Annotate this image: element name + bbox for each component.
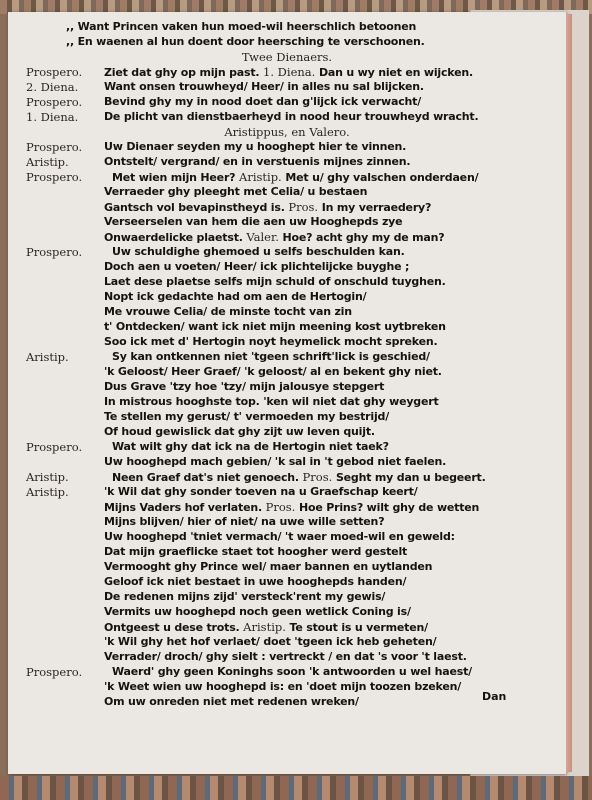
- speaker-name: Prospero.: [26, 170, 83, 184]
- verse-text: [104, 305, 352, 318]
- text-line: [8, 515, 566, 530]
- verse-text: [104, 410, 389, 423]
- verse-segment: Geloof ick niet bestaet in uwe hooghepds handen/: [104, 575, 407, 588]
- verse-text: [112, 170, 478, 184]
- verse-text: [66, 35, 425, 48]
- verse-segment: Verraeder ghy pleeght met Celia/ u bestaen: [104, 185, 368, 198]
- text-line: [8, 260, 566, 275]
- text-line: [8, 80, 566, 95]
- verse-segment: In my verraedery?: [321, 201, 432, 214]
- verse-segment: Vermits uw hooghepd noch geen wetlick Coning is/: [104, 605, 411, 618]
- verse-text: [66, 20, 416, 33]
- verse-text: [104, 425, 375, 438]
- marbled-cover-bottom: [0, 776, 592, 800]
- inline-speaker: Pros.: [261, 500, 299, 514]
- speaker-name: Prospero.: [26, 440, 83, 454]
- verse-segment: Mijns blijven/ hier of niet/ na uwe wille setten?: [104, 515, 385, 528]
- verse-text: [104, 545, 407, 558]
- verse-segment: Ontstelt/ vergrand/ en in verstuenis mijnes zinnen.: [104, 155, 411, 168]
- verse-segment: Uw schuldighe ghemoed u selfs beschulden kan.: [112, 245, 405, 258]
- verse-text: [104, 200, 431, 214]
- verse-segment: De plicht van dienstbaerheyd in nood heur trouwheyd wracht.: [104, 110, 479, 123]
- catchword: Dan: [482, 690, 507, 703]
- verse-segment: Verseerselen van hem die aen uw Hooghepds zye: [104, 215, 403, 228]
- verse-segment: 'k Wil ghy het hof verlaet/ doet 'tgeen ick heb geheten/: [104, 635, 437, 648]
- verse-segment: Laet dese plaetse selfs mijn schuld of onschuld tuyghen.: [104, 275, 446, 288]
- scene-heading: [8, 125, 566, 139]
- text-line: [8, 470, 566, 485]
- verse-text: [104, 80, 424, 93]
- text-line: [8, 50, 566, 65]
- verse-segment: Neen Graef dat's niet genoech.: [112, 471, 299, 484]
- verse-segment: Dat mijn graeflicke staet tot hoogher werd gestelt: [104, 545, 408, 558]
- text-line: [8, 575, 566, 590]
- verse-text: [104, 485, 418, 498]
- verse-segment: Te stout is u vermeten/: [289, 621, 428, 634]
- page-edge: [566, 14, 572, 772]
- verse-segment: Nopt ick gedachte had om aen de Hertogin/: [104, 290, 367, 303]
- verse-text: [112, 245, 405, 258]
- verse-text: [112, 440, 389, 453]
- verse-text: [104, 65, 473, 79]
- text-line: [8, 35, 566, 50]
- text-line: [8, 200, 566, 215]
- text-line: [8, 275, 566, 290]
- speaker-name: Aristip.: [26, 155, 69, 169]
- verse-segment: 'k Geloost/ Heer Graef/ 'k geloost/ al en bekent ghy niet.: [104, 365, 442, 378]
- text-line: [8, 170, 566, 185]
- speaker-name: Aristip.: [26, 350, 69, 364]
- verse-segment: Met wien mijn Heer?: [112, 171, 236, 184]
- text-line: [8, 380, 566, 395]
- verse-text: [112, 665, 472, 678]
- verse-text: [104, 275, 446, 288]
- verse-segment: Mijns Vaders hof verlaten.: [104, 501, 262, 514]
- speaker-name: Aristip.: [26, 485, 69, 499]
- verse-text: [104, 680, 461, 693]
- inline-speaker: Aristip.: [235, 170, 286, 184]
- verse-segment: Uw Dienaer seyden my u hooghept hier te vinnen.: [104, 140, 407, 153]
- text-line: [8, 650, 566, 665]
- verse-segment: In mistrous hooghste top. 'ken wil niet dat ghy weygert: [104, 395, 439, 408]
- inline-speaker: Aristip.: [239, 620, 290, 634]
- text-line: [8, 605, 566, 620]
- verse-segment: ,, En waenen al hun doent door heersching te verschoonen.: [66, 35, 425, 48]
- verse-text: [104, 320, 446, 333]
- verse-text: [104, 215, 402, 228]
- verse-segment: Waerd' ghy geen Koninghs soon 'k antwoorden u wel haest/: [112, 665, 472, 678]
- text-line: [8, 140, 566, 155]
- speaker-name: 1. Diena.: [26, 110, 79, 124]
- verse-text: [104, 95, 421, 108]
- text-line: [8, 110, 566, 125]
- verse-segment: Ontgeest u dese trots.: [104, 621, 240, 634]
- verse-segment: Dan u wy niet en wijcken.: [318, 66, 473, 79]
- verse-segment: Hoe? acht ghy my de man?: [282, 231, 445, 244]
- verse-text: [104, 530, 455, 543]
- verse-segment: Te stellen my gerust/ t' vermoeden my bestrijd/: [104, 410, 390, 423]
- speaker-name: Prospero.: [26, 95, 83, 109]
- verse-text: [104, 380, 384, 393]
- verse-segment: Uw hooghepd 'tniet vermach/ 't waer moed-wil en geweld:: [104, 530, 455, 543]
- verse-segment: Of houd gewislick dat ghy zijt uw leven quijt.: [104, 425, 375, 438]
- verse-text: [104, 575, 406, 588]
- verse-segment: Soo ick met d' Hertogin noyt heymelick mocht spreken.: [104, 335, 438, 348]
- text-line: [8, 665, 566, 680]
- verse-segment: Twee Dienaers.: [241, 50, 333, 64]
- text-line: [8, 245, 566, 260]
- speaker-name: Prospero.: [26, 140, 83, 154]
- verse-segment: Verrader/ droch/ ghy sielt : vertreckt / en dat 's voor 't laest.: [104, 650, 467, 663]
- text-line: [8, 365, 566, 380]
- inline-speaker: Valer.: [242, 230, 283, 244]
- verse-segment: Wat wilt ghy dat ick na de Hertogin niet taek?: [112, 440, 389, 453]
- text-line: [8, 395, 566, 410]
- speaker-name: Prospero.: [26, 65, 83, 79]
- text-line: [8, 500, 566, 515]
- verse-text: [104, 620, 428, 634]
- verse-segment: Want onsen trouwheyd/ Heer/ in alles nu sal blijcken.: [104, 80, 424, 93]
- verse-text: [104, 515, 384, 528]
- verse-segment: Uw hooghepd mach gebien/ 'k sal in 't gebod niet faelen.: [104, 455, 447, 468]
- verse-text: [104, 695, 359, 708]
- verse-text: [104, 560, 432, 573]
- speaker-name: Prospero.: [26, 665, 83, 679]
- text-line: [8, 125, 566, 140]
- verse-text: [104, 635, 436, 648]
- text-line: [8, 20, 566, 35]
- verse-text: [104, 260, 409, 273]
- text-line: [8, 545, 566, 560]
- verse-segment: Me vrouwe Celia/ de minste tocht van zin: [104, 305, 352, 318]
- speaker-name: 2. Diena.: [26, 80, 79, 94]
- verse-text: [104, 500, 479, 514]
- verse-text: [104, 605, 411, 618]
- text-line: [8, 215, 566, 230]
- verse-text: [104, 335, 438, 348]
- text-line: [8, 230, 566, 245]
- verse-text: [104, 140, 406, 153]
- verse-text: [112, 350, 430, 363]
- verse-text: [104, 185, 367, 198]
- verse-segment: Bevind ghy my in nood doet dan g'lijck ick verwacht/: [104, 95, 422, 108]
- text-line: [8, 440, 566, 455]
- scene-heading: [8, 50, 566, 64]
- text-line: [8, 95, 566, 110]
- verse-segment: Ziet dat ghy op mijn past.: [104, 66, 260, 79]
- verse-segment: ,, Want Princen vaken hun moed-wil heerschlich betoonen: [66, 20, 417, 33]
- text-line: [8, 155, 566, 170]
- text-line: [8, 590, 566, 605]
- speaker-name: Prospero.: [26, 245, 83, 259]
- verse-text: [104, 110, 478, 123]
- text-line: [8, 560, 566, 575]
- verse-segment: 'k Weet wien uw hooghepd is: en 'doet mijn toozen bzeken/: [104, 680, 462, 693]
- verse-segment: Doch aen u voeten/ Heer/ ick plichtelijcke buyghe ;: [104, 260, 410, 273]
- text-line: [8, 425, 566, 440]
- verse-text: [104, 230, 444, 244]
- verse-segment: Om uw onreden niet met redenen wreken/: [104, 695, 359, 708]
- text-line: [8, 455, 566, 470]
- verse-text: [104, 155, 410, 168]
- text-line: [8, 635, 566, 650]
- verse-segment: Aristippus, en Valero.: [224, 125, 350, 139]
- inline-speaker: Pros.: [284, 200, 322, 214]
- verse-segment: Hoe Prins? wilt ghy de wetten: [298, 501, 480, 514]
- verse-segment: De redenen mijns zijd' versteck'rent my gewis/: [104, 590, 386, 603]
- text-line: [8, 350, 566, 365]
- verse-segment: Sy kan ontkennen niet 'tgeen schrift'lick is geschied/: [112, 350, 430, 363]
- verse-text: [104, 365, 442, 378]
- verse-segment: Onwaerdelicke plaetst.: [104, 231, 243, 244]
- verse-segment: Vermooght ghy Prince wel/ maer bannen en uytlanden: [104, 560, 433, 573]
- verse-text: [104, 290, 366, 303]
- verse-text: [112, 470, 486, 484]
- verse-text: [104, 590, 385, 603]
- text-line: [8, 410, 566, 425]
- verse-segment: Met u/ ghy valschen onderdaen/: [285, 171, 479, 184]
- text-line: [8, 320, 566, 335]
- verse-text: [104, 395, 439, 408]
- speaker-name: Aristip.: [26, 470, 69, 484]
- text-line: [8, 530, 566, 545]
- book-page: [8, 12, 566, 774]
- verse-segment: t' Ontdecken/ want ick niet mijn meening kost uytbreken: [104, 320, 446, 333]
- verse-segment: Gantsch vol bevapinstheyd is.: [104, 201, 285, 214]
- text-line: [8, 185, 566, 200]
- verse-segment: 'k Wil dat ghy sonder toeven na u Graefschap keert/: [104, 485, 418, 498]
- verse-text: [104, 650, 467, 663]
- verse-segment: Dus Grave 'tzy hoe 'tzy/ mijn jalousye stepgert: [104, 380, 385, 393]
- text-line: [8, 305, 566, 320]
- inline-speaker: 1. Diena.: [259, 65, 319, 79]
- verse-segment: Seght my dan u begeert.: [335, 471, 486, 484]
- text-line: [8, 65, 566, 80]
- text-line: [8, 485, 566, 500]
- text-line: [8, 335, 566, 350]
- text-line: [8, 290, 566, 305]
- inline-speaker: Pros.: [298, 470, 336, 484]
- verse-text: [104, 455, 446, 468]
- text-line: [8, 620, 566, 635]
